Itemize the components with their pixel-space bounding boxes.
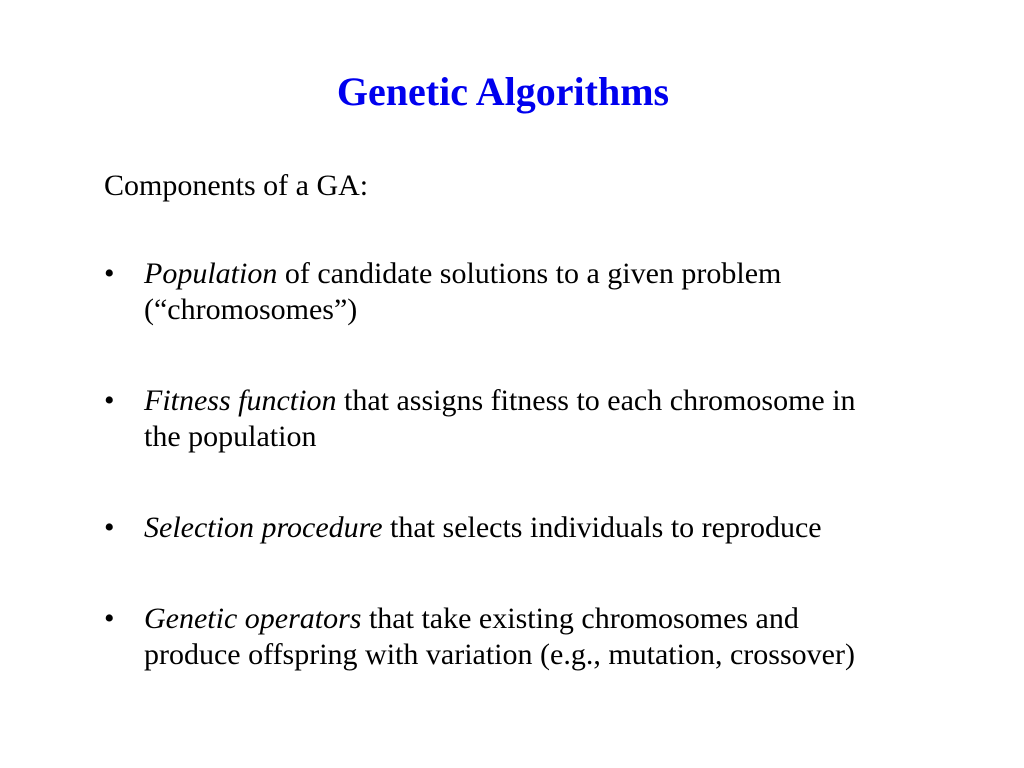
bullet-term: Genetic operators (144, 602, 362, 635)
intro-text: Components of a GA: (104, 169, 369, 202)
bullet-text: that take existing chromosomes and (361, 602, 799, 635)
bullet-text-continued: produce offspring with variation (e.g., mutation, crossover) (144, 638, 855, 671)
bullet-item-population (104, 256, 984, 328)
bullet-dot-icon: • (104, 257, 115, 290)
bullet-item-fitness-function (104, 383, 984, 455)
bullet-text-continued: (“chromosomes”) (144, 293, 358, 326)
bullet-text-continued: the population (144, 420, 317, 453)
bullet-dot-icon: • (104, 384, 115, 417)
bullet-dot-icon: • (104, 602, 115, 635)
bullet-term: Selection procedure (144, 511, 383, 544)
bullet-dot-icon: • (104, 511, 115, 544)
bullet-item-selection-procedure (104, 510, 984, 546)
bullet-text: that assigns fitness to each chromosome in (336, 384, 856, 417)
slide-title: Genetic Algorithms (336, 69, 670, 114)
bullet-text: that selects individuals to reproduce (382, 511, 822, 544)
bullet-item-genetic-operators (104, 601, 984, 673)
bullet-term: Population (144, 257, 278, 290)
bullet-term: Fitness function (144, 384, 337, 417)
bullet-list (104, 256, 984, 728)
bullet-text: of candidate solutions to a given problem (277, 257, 782, 290)
